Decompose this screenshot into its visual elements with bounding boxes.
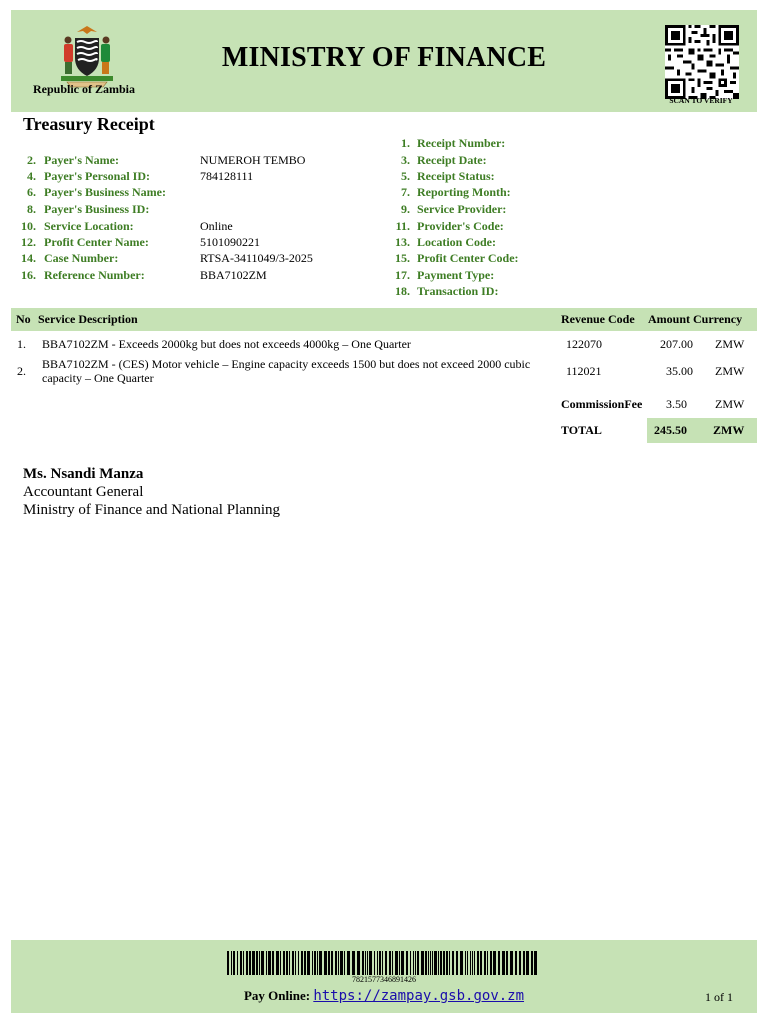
field-label: Payer's Business Name: <box>44 185 166 199</box>
services-table-header <box>11 308 757 331</box>
commission-label: CommissionFee <box>561 397 643 411</box>
commission-currency: ZMW <box>715 397 745 411</box>
field-number: 3. <box>401 153 410 167</box>
ministry-title: MINISTRY OF FINANCE <box>221 42 547 73</box>
total-amount: 245.50 <box>654 423 687 437</box>
header-band <box>11 10 757 112</box>
row-amount: 35.00 <box>666 364 693 378</box>
scan-to-verify-label: SCAN TO VERIFY <box>669 96 733 105</box>
field-number: 12. <box>21 235 36 249</box>
pay-online-link[interactable]: https://zampay.gsb.gov.zm <box>313 988 525 1004</box>
row-number: 2. <box>17 364 26 378</box>
row-currency: ZMW <box>715 364 745 378</box>
footer-band <box>11 940 757 1013</box>
field-label: Case Number: <box>44 251 119 265</box>
country-name: Republic of Zambia <box>32 82 135 96</box>
row-number: 1. <box>17 337 26 351</box>
field-number: 17. <box>395 268 410 282</box>
row-amount: 207.00 <box>660 337 693 351</box>
total-label: TOTAL <box>561 423 602 437</box>
col-no: No <box>16 312 31 326</box>
field-number: 7. <box>401 185 410 199</box>
field-number: 4. <box>27 169 36 183</box>
row-revenue-code: 122070 <box>566 337 602 351</box>
field-label: Reporting Month: <box>417 185 511 199</box>
field-value: Online <box>200 219 233 233</box>
qr-code-icon[interactable] <box>665 25 739 99</box>
field-label: Transaction ID: <box>417 284 499 298</box>
field-value: RTSA-3411049/3-2025 <box>200 251 313 265</box>
field-label: Payer's Business ID: <box>44 202 150 216</box>
field-label: Provider's Code: <box>417 219 504 233</box>
page-number: 1 of 1 <box>705 990 733 1004</box>
field-number: 1. <box>401 136 410 150</box>
row-revenue-code: 112021 <box>566 364 602 378</box>
field-value: BBA7102ZM <box>200 268 267 282</box>
pay-online-label: Pay Online: <box>243 988 311 1003</box>
field-label: Reference Number: <box>44 268 145 282</box>
barcode-number: 7821577346891426 <box>352 975 416 984</box>
field-label: Profit Center Code: <box>417 251 519 265</box>
receipt-title: Treasury Receipt <box>23 114 155 134</box>
field-number: 18. <box>395 284 410 298</box>
row-description: BBA7102ZM - Exceeds 2000kg but does not exceeds 4000kg – One Quarter <box>42 337 411 351</box>
field-number: 15. <box>395 251 410 265</box>
field-number: 2. <box>27 153 36 167</box>
field-value: NUMEROH TEMBO <box>200 153 306 167</box>
field-label: Service Provider: <box>417 202 507 216</box>
field-number: 16. <box>21 268 36 282</box>
field-label: Receipt Status: <box>417 169 495 183</box>
col-amount: Amount <box>648 312 691 326</box>
signatory-organization: Ministry of Finance and National Planning <box>23 502 281 518</box>
field-label: Profit Center Name: <box>44 235 149 249</box>
field-number: 6. <box>27 185 36 199</box>
commission-amount: 3.50 <box>666 397 687 411</box>
row-currency: ZMW <box>715 337 745 351</box>
field-value: 784128111 <box>200 169 254 183</box>
signatory-title: Accountant General <box>23 484 144 500</box>
col-service-description: Service Description <box>38 312 138 326</box>
row-description: BBA7102ZM - (CES) Motor vehicle – Engine capacity exceeds 1500 but does not exceed 2000 cubic capacity – One Quarter <box>42 357 531 385</box>
col-revenue-code: Revenue Code <box>561 312 635 326</box>
field-label: Location Code: <box>417 235 496 249</box>
field-number: 11. <box>395 219 410 233</box>
field-number: 10. <box>21 219 36 233</box>
field-label: Receipt Number: <box>417 136 506 150</box>
field-number: 9. <box>401 202 410 216</box>
field-number: 5. <box>401 169 410 183</box>
field-value: 5101090221 <box>200 235 260 249</box>
field-label: Payer's Personal ID: <box>44 169 150 183</box>
pay-online-line <box>11 988 757 1004</box>
total-currency: ZMW <box>713 423 745 437</box>
field-label: Receipt Date: <box>417 153 487 167</box>
field-label: Service Location: <box>44 219 134 233</box>
field-number: 8. <box>27 202 36 216</box>
field-number: 14. <box>21 251 36 265</box>
barcode-icon <box>227 951 539 975</box>
signatory-name: Ms. Nsandi Manza <box>23 466 144 482</box>
field-label: Payer's Name: <box>44 153 119 167</box>
field-label: Payment Type: <box>417 268 495 282</box>
col-currency: Currency <box>693 312 743 326</box>
field-number: 13. <box>395 235 410 249</box>
